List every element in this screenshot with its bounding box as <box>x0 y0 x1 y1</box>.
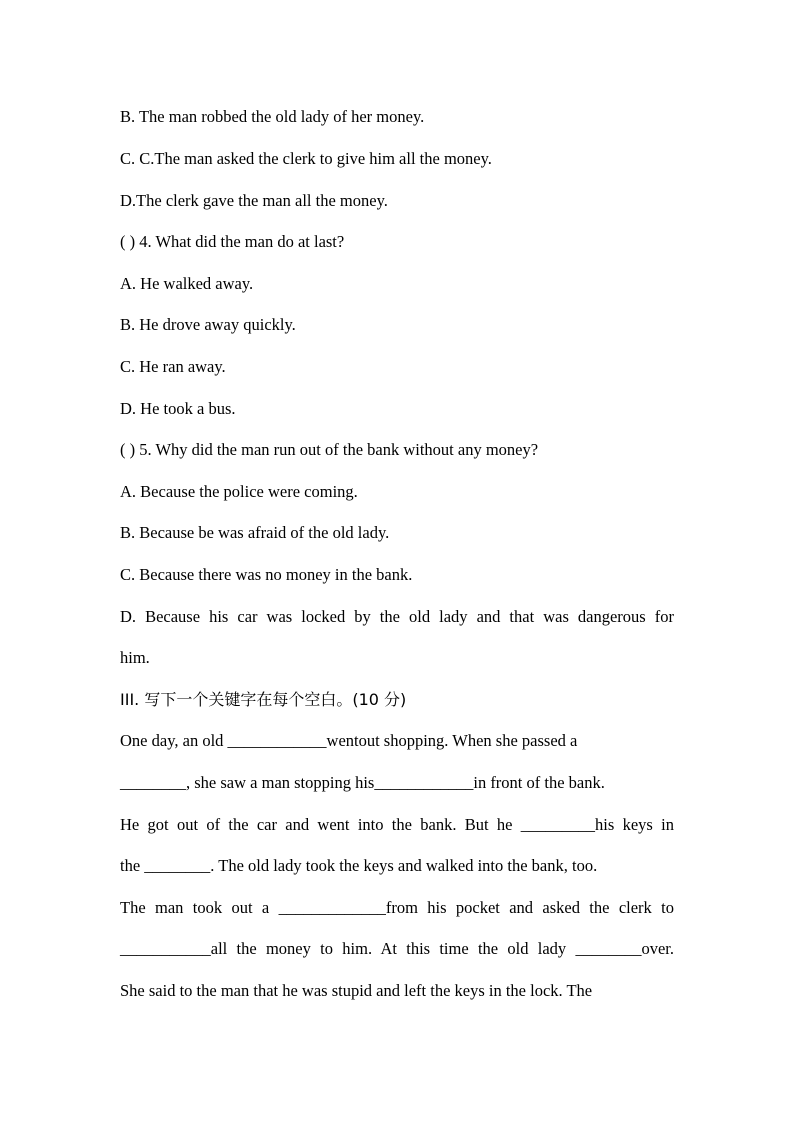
option-5c: C. Because there was no money in the bank. <box>120 565 413 584</box>
passage-line: ________, she saw a man stopping his____________in front of the bank. <box>120 773 605 792</box>
option-3c: C. C.The man asked the clerk to give him all the money. <box>120 149 492 168</box>
passage-line: One day, an old ____________wentout shopping. When she passed a <box>120 731 578 750</box>
passage-line: He got out of the car and went into the bank. But he _________his keys in <box>120 815 674 834</box>
option-3d: D.The clerk gave the man all the money. <box>120 191 388 210</box>
passage-line: ___________all the money to him. At this time the old lady ________over. <box>120 939 674 958</box>
passage-line: She said to the man that he was stupid and left the keys in the lock. The <box>120 981 593 1000</box>
option-5b: B. Because be was afraid of the old lady. <box>120 523 390 542</box>
section-heading: III. 写下一个关键字在每个空白。(10 分) <box>120 690 407 709</box>
option-5d-continued: him. <box>120 648 150 667</box>
option-3b: B. The man robbed the old lady of her money. <box>120 107 425 126</box>
passage-line: the ________. The old lady took the keys and walked into the bank, too. <box>120 856 598 875</box>
option-4a: A. He walked away. <box>120 274 254 293</box>
question-4: ( ) 4. What did the man do at last? <box>120 232 345 251</box>
option-5a: A. Because the police were coming. <box>120 482 358 501</box>
option-4c: C. He ran away. <box>120 357 226 376</box>
option-4d: D. He took a bus. <box>120 399 236 418</box>
passage-line: The man took out a _____________from his pocket and asked the clerk to <box>120 898 674 917</box>
option-4b: B. He drove away quickly. <box>120 315 296 334</box>
question-5: ( ) 5. Why did the man run out of the bank without any money? <box>120 440 539 459</box>
option-5d: D. Because his car was locked by the old lady and that was dangerous for <box>120 607 674 626</box>
